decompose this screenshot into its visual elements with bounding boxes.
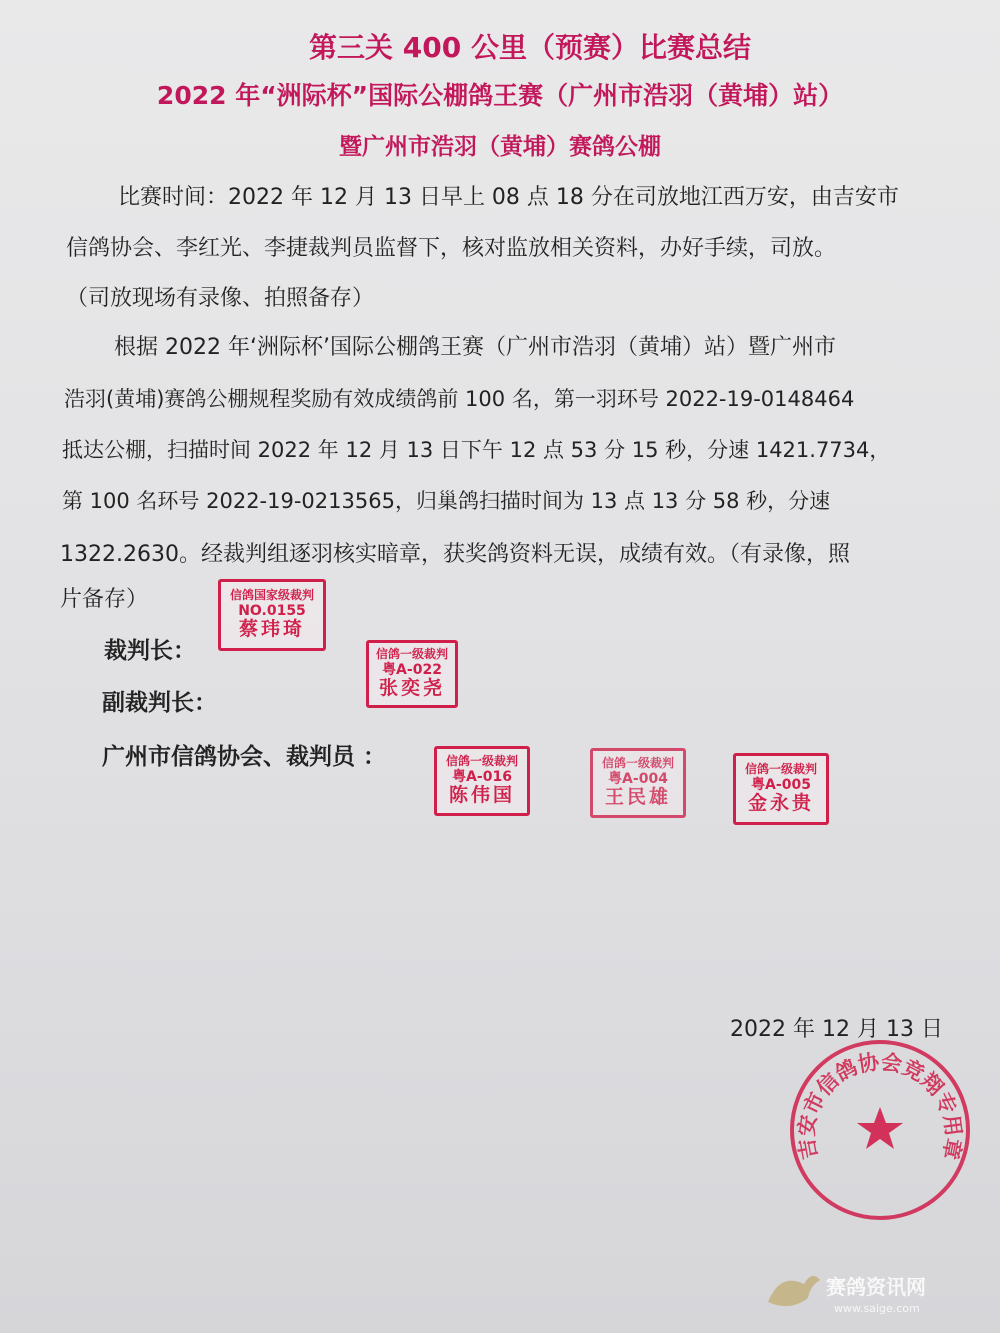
stamp-r2-line-2: 粤A-004 [608, 770, 668, 787]
document-subtitle: 2022 年“洲际杯”国际公棚鸽王赛（广州市浩羽（黄埔）站） [156, 81, 844, 110]
paragraph-2-line-4: 第 100 名环号 2022-19-0213565，归巢鸽扫描时间为 13 点 13 分 58 秒，分速 [62, 489, 831, 513]
stamp-deputy-referee [366, 640, 458, 708]
stamp-r1-line-1: 信鸽一级裁判 [445, 754, 518, 769]
document-date: 2022 年 12 月 13 日 [730, 1017, 943, 1042]
association-referee-label: 广州市信鸽协会、裁判员 ： [102, 744, 387, 770]
association-seal [785, 1035, 975, 1225]
stamp-deputy-line-2: 粤A-022 [382, 661, 442, 678]
seal-star-icon [857, 1107, 903, 1149]
document-subtitle-2: 暨广州市浩羽（黄埔）赛鸽公棚 [339, 134, 661, 160]
stamp-r1-line-2: 粤A-016 [452, 768, 512, 785]
stamp-r3-name: 金永贵 [747, 792, 814, 815]
stamp-chief-line-2: NO.0155 [238, 602, 306, 619]
site-watermark [760, 1262, 970, 1322]
stamp-r2-line-1: 信鸽一级裁判 [601, 756, 674, 771]
document-title: 第三关 400 公里（预赛）比赛总结 [309, 31, 751, 64]
paragraph-1-line-2: 信鸽协会、李红光、李捷裁判员监督下，核对监放相关资料，办好手续，司放。 [66, 236, 837, 261]
paragraph-2-line-5: 1322.2630。经裁判组逐羽核实暗章，获奖鸽资料无误，成绩有效。（有录像，照 [60, 542, 850, 567]
paragraph-1-line-3: （司放现场有录像、拍照备存） [66, 286, 375, 311]
stamp-referee-3 [733, 753, 829, 825]
stamp-chief-line-1: 信鸽国家级裁判 [229, 588, 314, 603]
paragraph-2-line-3: 抵达公棚，扫描时间 2022 年 12 月 13 日下午 12 点 53 分 15 秒，分速 1421.7734， [62, 438, 891, 462]
paragraph-2-line-2: 浩羽(黄埔)赛鸽公棚规程奖励有效成绩鸽前 100 名，第一羽环号 2022-19-0148464 [64, 387, 855, 411]
stamp-r3-line-2: 粤A-005 [751, 776, 811, 793]
deputy-referee-label: 副裁判长： [102, 690, 217, 716]
pigeon-logo-icon [768, 1276, 820, 1306]
stamp-chief-referee [218, 579, 326, 651]
paragraph-2-line-1: 根据 2022 年‘洲际杯’国际公棚鸽王赛（广州市浩羽（黄埔）站）暨广州市 [114, 335, 836, 360]
stamp-referee-1 [434, 746, 530, 816]
stamp-deputy-name: 张奕尧 [378, 677, 445, 700]
stamp-chief-name: 蔡玮琦 [238, 618, 305, 641]
chief-referee-label: 裁判长： [104, 638, 196, 664]
stamp-r2-name: 王民雄 [604, 786, 671, 809]
stamp-deputy-line-1: 信鸽一级裁判 [375, 647, 448, 662]
paragraph-2-line-6: 片备存） [60, 587, 149, 612]
watermark-url: www.saige.com [834, 1302, 920, 1315]
stamp-referee-2 [590, 748, 686, 818]
watermark-name: 赛鸽资讯网 [826, 1275, 926, 1299]
stamp-r3-line-1: 信鸽一级裁判 [744, 762, 817, 777]
paragraph-1-line-1: 比赛时间：2022 年 12 月 13 日早上 08 点 18 分在司放地江西万安，由吉安市 [118, 185, 899, 210]
seal-text: 吉安市信鸽协会竞翔专用章 [794, 1049, 966, 1162]
stamp-r1-name: 陈伟国 [448, 784, 515, 807]
